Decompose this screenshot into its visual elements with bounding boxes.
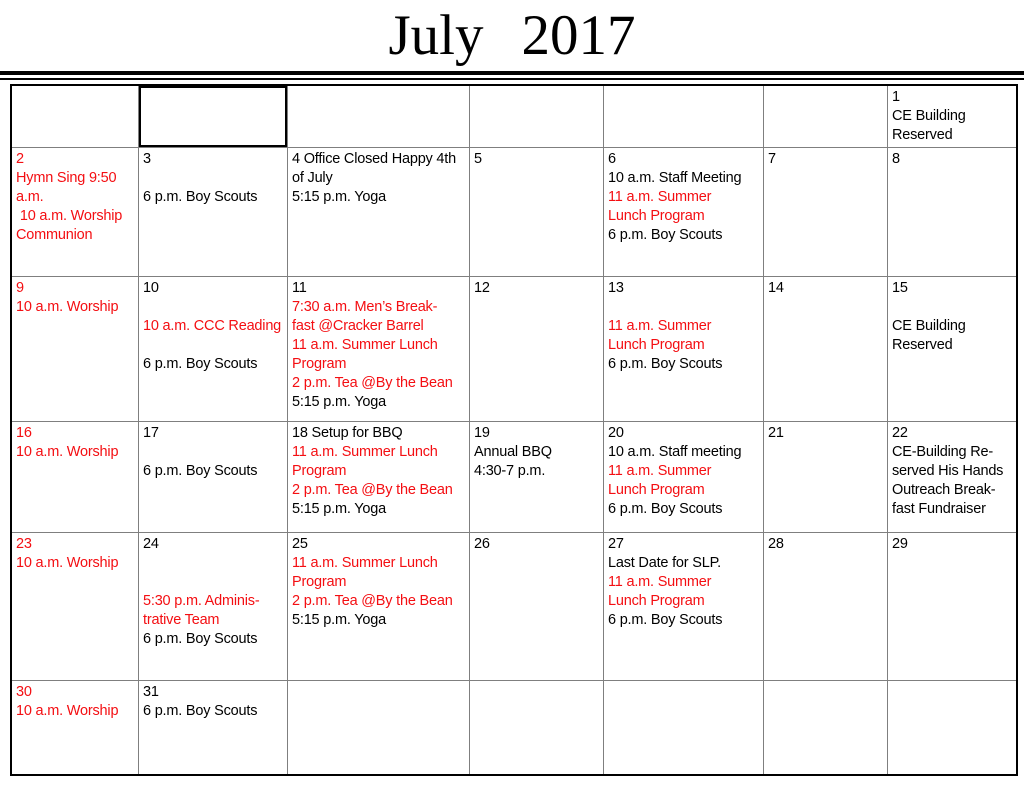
day-cell-2 xyxy=(12,148,139,277)
day-cell-12 xyxy=(470,277,604,422)
empty-cell xyxy=(888,681,1016,774)
event-line: 6 p.m. Boy Scouts xyxy=(143,463,258,479)
day-cell-10 xyxy=(139,277,288,422)
calendar-page xyxy=(0,4,1024,776)
empty-cell xyxy=(470,681,604,774)
event-line: CE-Building Re- xyxy=(892,444,993,460)
event-line: 6 p.m. Boy Scouts xyxy=(143,631,258,647)
day-number: 22 xyxy=(892,425,908,441)
day-number: 9 xyxy=(16,280,24,296)
event-line: 6 p.m. Boy Scouts xyxy=(608,612,723,628)
day-cell-3 xyxy=(139,148,288,277)
event-line: 4 Office Closed Happy 4th xyxy=(292,151,456,167)
day-number: 13 xyxy=(608,280,624,296)
event-line: 6 p.m. Boy Scouts xyxy=(143,356,258,372)
day-cell-14 xyxy=(764,277,888,422)
day-cell-7 xyxy=(764,148,888,277)
day-number: 14 xyxy=(768,280,784,296)
day-number: 2 xyxy=(16,151,24,167)
day-number: 20 xyxy=(608,425,624,441)
event-line: 2 p.m. Tea @By the Bean xyxy=(292,482,453,498)
event-line: 5:15 p.m. Yoga xyxy=(292,612,386,628)
event-line: 10 a.m. Worship xyxy=(16,444,119,460)
day-cell-26 xyxy=(470,533,604,681)
event-line: Annual BBQ xyxy=(474,444,552,460)
event-line: 11 a.m. Summer Lunch xyxy=(292,444,438,460)
event-line: Program xyxy=(292,463,347,479)
day-cell-21 xyxy=(764,422,888,533)
event-line: 2 p.m. Tea @By the Bean xyxy=(292,593,453,609)
day-number: 15 xyxy=(892,280,908,296)
event-line: 11 a.m. Summer Lunch xyxy=(292,555,438,571)
day-cell-31 xyxy=(139,681,288,774)
event-line: 18 Setup for BBQ xyxy=(292,425,403,441)
event-line: 5:15 p.m. Yoga xyxy=(292,189,386,205)
day-number: 28 xyxy=(768,536,784,552)
empty-cell xyxy=(139,86,288,148)
day-cell-24 xyxy=(139,533,288,681)
day-cell-9 xyxy=(12,277,139,422)
blank-line xyxy=(143,336,285,355)
blank-line xyxy=(143,169,285,188)
empty-cell xyxy=(604,86,764,148)
day-number: 3 xyxy=(143,151,151,167)
day-cell-15 xyxy=(888,277,1016,422)
page-title xyxy=(0,4,1024,68)
day-number: 31 xyxy=(143,684,159,700)
event-line: Program xyxy=(292,356,347,372)
event-line: 11 a.m. Summer xyxy=(608,463,712,479)
day-number: 5 xyxy=(474,151,482,167)
empty-cell xyxy=(288,86,470,148)
event-line: a.m. xyxy=(16,189,44,205)
day-cell-25 xyxy=(288,533,470,681)
event-line: CE Building xyxy=(892,318,966,334)
day-number: 27 xyxy=(608,536,624,552)
calendar-grid xyxy=(10,84,1018,776)
empty-cell xyxy=(604,681,764,774)
day-cell-13 xyxy=(604,277,764,422)
event-line: 2 p.m. Tea @By the Bean xyxy=(292,375,453,391)
title-year: 2017 xyxy=(521,4,636,67)
event-line: fast Fundraiser xyxy=(892,501,986,517)
event-line: Lunch Program xyxy=(608,482,705,498)
day-number: 19 xyxy=(474,425,490,441)
day-cell-17 xyxy=(139,422,288,533)
event-line: 6 p.m. Boy Scouts xyxy=(143,189,258,205)
day-cell-19 xyxy=(470,422,604,533)
day-number: 10 xyxy=(143,280,159,296)
day-number: 30 xyxy=(16,684,32,700)
event-line: Lunch Program xyxy=(608,337,705,353)
event-line: Communion xyxy=(16,227,93,243)
event-line: 11 a.m. Summer xyxy=(608,189,712,205)
day-cell-5 xyxy=(470,148,604,277)
title-divider-thick xyxy=(0,71,1024,75)
blank-line xyxy=(892,298,1014,317)
event-line: 6 p.m. Boy Scouts xyxy=(608,501,723,517)
event-line: 5:30 p.m. Adminis- xyxy=(143,593,260,609)
event-line: 10 a.m. Worship xyxy=(16,555,119,571)
event-line: 6 p.m. Boy Scouts xyxy=(608,227,723,243)
event-line: served His Hands xyxy=(892,463,1004,479)
day-cell-28 xyxy=(764,533,888,681)
blank-line xyxy=(143,298,285,317)
event-line: 6 p.m. Boy Scouts xyxy=(608,356,723,372)
event-line: Lunch Program xyxy=(608,593,705,609)
event-line: Last Date for SLP. xyxy=(608,555,722,571)
blank-line xyxy=(143,443,285,462)
day-cell-16 xyxy=(12,422,139,533)
day-cell-22 xyxy=(888,422,1016,533)
event-line: Outreach Break- xyxy=(892,482,996,498)
day-number: 16 xyxy=(16,425,32,441)
title-month: July xyxy=(388,4,484,67)
blank-line xyxy=(608,298,761,317)
title-divider-thin xyxy=(0,78,1024,80)
day-cell-6 xyxy=(604,148,764,277)
day-number: 6 xyxy=(608,151,616,167)
empty-cell xyxy=(12,86,139,148)
event-line: Lunch Program xyxy=(608,208,705,224)
day-cell-1 xyxy=(888,86,1016,148)
day-cell-27 xyxy=(604,533,764,681)
event-line: fast @Cracker Barrel xyxy=(292,318,424,334)
day-number: 12 xyxy=(474,280,490,296)
day-number: 29 xyxy=(892,536,908,552)
event-line: 10 a.m. Worship xyxy=(16,299,119,315)
event-line: 11 a.m. Summer xyxy=(608,318,712,334)
event-line: 5:15 p.m. Yoga xyxy=(292,501,386,517)
day-number: 11 xyxy=(292,280,307,296)
event-line: 4:30-7 p.m. xyxy=(474,463,546,479)
event-line: 10 a.m. CCC Reading xyxy=(143,318,282,334)
event-line: 11 a.m. Summer Lunch xyxy=(292,337,438,353)
day-number: 1 xyxy=(892,89,900,105)
day-number: 17 xyxy=(143,425,159,441)
event-line: 6 p.m. Boy Scouts xyxy=(143,703,258,719)
day-cell-29 xyxy=(888,533,1016,681)
event-line: Program xyxy=(292,574,347,590)
day-cell-20 xyxy=(604,422,764,533)
event-line: Reserved xyxy=(892,337,953,353)
blank-line xyxy=(143,573,285,592)
event-line: trative Team xyxy=(143,612,220,628)
empty-cell xyxy=(764,86,888,148)
day-number: 21 xyxy=(768,425,784,441)
event-line: Hymn Sing 9:50 xyxy=(16,170,117,186)
event-line: 10 a.m. Worship xyxy=(16,208,123,224)
event-line: 7:30 a.m. Men’s Break- xyxy=(292,299,438,315)
day-number: 8 xyxy=(892,151,900,167)
day-number: 26 xyxy=(474,536,490,552)
blank-line xyxy=(143,554,285,573)
day-cell-11 xyxy=(288,277,470,422)
event-line: 11 a.m. Summer xyxy=(608,574,712,590)
day-cell-4 xyxy=(288,148,470,277)
event-line: 10 a.m. Staff Meeting xyxy=(608,170,742,186)
event-line: 5:15 p.m. Yoga xyxy=(292,394,386,410)
day-cell-23 xyxy=(12,533,139,681)
day-number: 25 xyxy=(292,536,308,552)
event-line: 10 a.m. Staff meeting xyxy=(608,444,742,460)
event-line: of July xyxy=(292,170,333,186)
event-line: CE Building xyxy=(892,108,966,124)
day-cell-30 xyxy=(12,681,139,774)
empty-cell xyxy=(470,86,604,148)
event-line: 10 a.m. Worship xyxy=(16,703,119,719)
empty-cell xyxy=(764,681,888,774)
day-cell-18 xyxy=(288,422,470,533)
day-number: 23 xyxy=(16,536,32,552)
day-cell-8 xyxy=(888,148,1016,277)
day-number: 24 xyxy=(143,536,159,552)
day-number: 7 xyxy=(768,151,776,167)
empty-cell xyxy=(288,681,470,774)
event-line: Reserved xyxy=(892,127,953,143)
